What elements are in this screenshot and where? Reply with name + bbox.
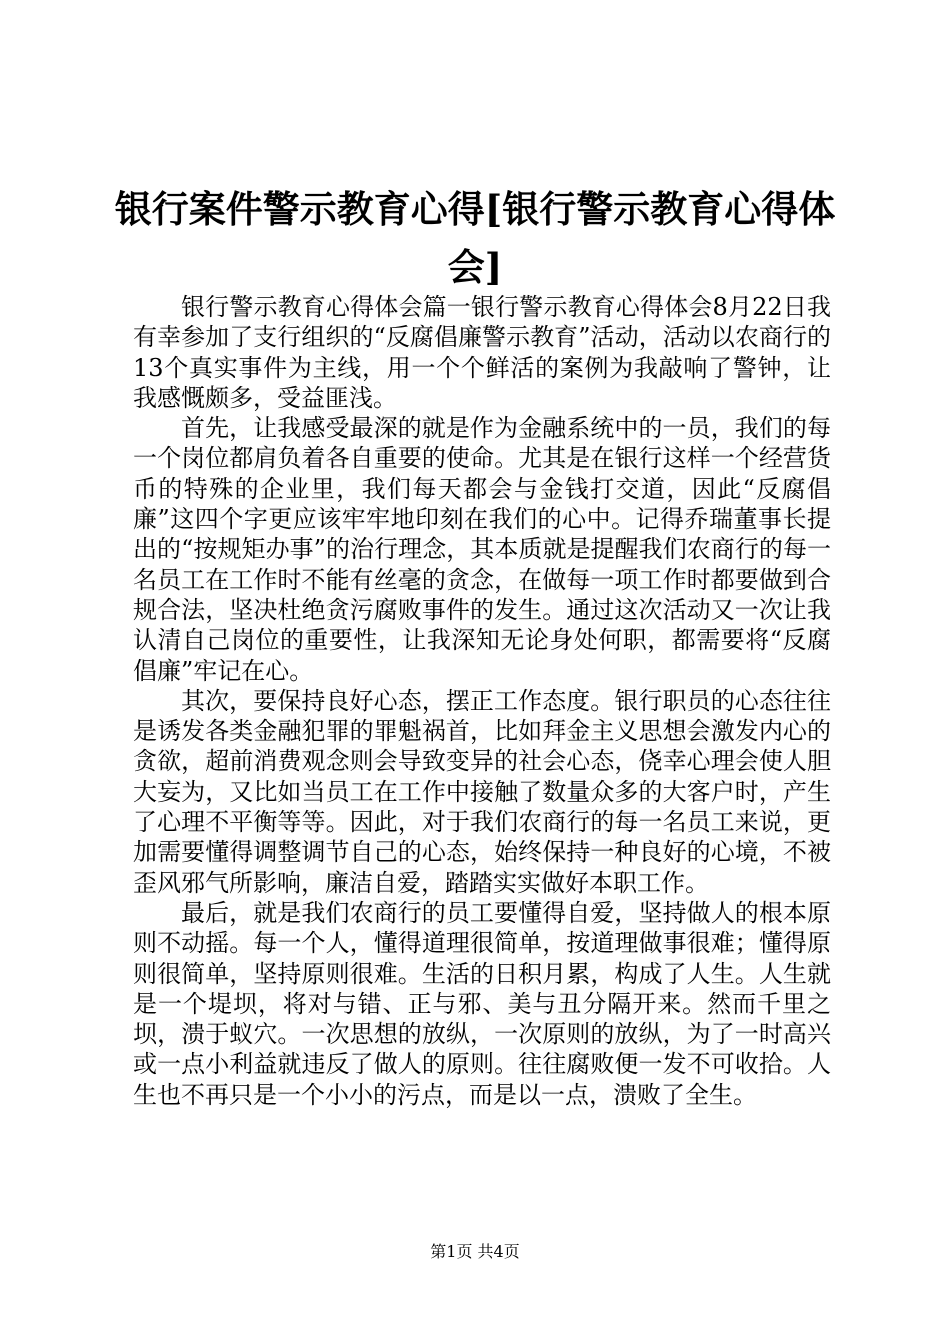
page-number-footer: 第1页 共4页 [430,1242,520,1261]
paragraph-2: 首先，让我感受最深的就是作为金融系统中的一员，我们的每一个岗位都肩负着各自重要的使命。尤其是在银行这样一个经营货币的特殊的企业里，我们每天都会与金钱打交道，因此“反腐倡廉”这四个字更应该牢牢地印刻在我们的心中。记得乔瑞董事长提出的“按规矩办事”的治行理念，其本质就是提醒我们农商行的每一名员工在工作时不能有丝毫的贪念，在做每一项工作时都要做到合规合法，坚决杜绝贪污腐败事件的发生。通过这次活动又一次让我认清自己岗位的重要性，让我深知无论身处何职，都需要将“反腐倡廉”牢记在心。 [133,414,831,685]
document-title: 银行案件警示教育心得[银行警示教育心得体会] [114,187,836,289]
document-body [133,292,831,1110]
paragraph-1: 银行警示教育心得体会篇一银行警示教育心得体会8月22日我有幸参加了支行组织的“反腐倡廉警示教育”活动，活动以农商行的13个真实事件为主线，用一个个鲜活的案例为我敲响了警钟，让我感慨颇多，受益匪浅。 [133,293,831,412]
paragraph-3: 其次，要保持良好心态，摆正工作态度。银行职员的心态往往是诱发各类金融犯罪的罪魁祸首，比如拜金主义思想会激发内心的贪欲，超前消费观念则会导致变异的社会心态，侥幸心理会使人胆大妄为，又比如当员工在工作中接触了数量众多的大客户时，产生了心理不平衡等等。因此，对于我们农商行的每一名员工来说，更加需要懂得调整调节自己的心态，始终保持一种良好的心境，不被歪风邪气所影响，廉洁自爱，踏踏实实做好本职工作。 [133,686,831,897]
paragraph-4: 最后，就是我们农商行的员工要懂得自爱，坚持做人的根本原则不动摇。每一个人，懂得道理很简单，按道理做事很难；懂得原则很简单，坚持原则很难。生活的日积月累，构成了人生。人生就是一个堤坝，将对与错、正与邪、美与丑分隔开来。然而千里之坝，溃于蚁穴。一次思想的放纵，一次原则的放纵，为了一时高兴或一点小利益就违反了做人的原则。往往腐败便一发不可收拾。人生也不再只是一个小小的污点，而是以一点，溃败了全生。 [133,898,831,1109]
